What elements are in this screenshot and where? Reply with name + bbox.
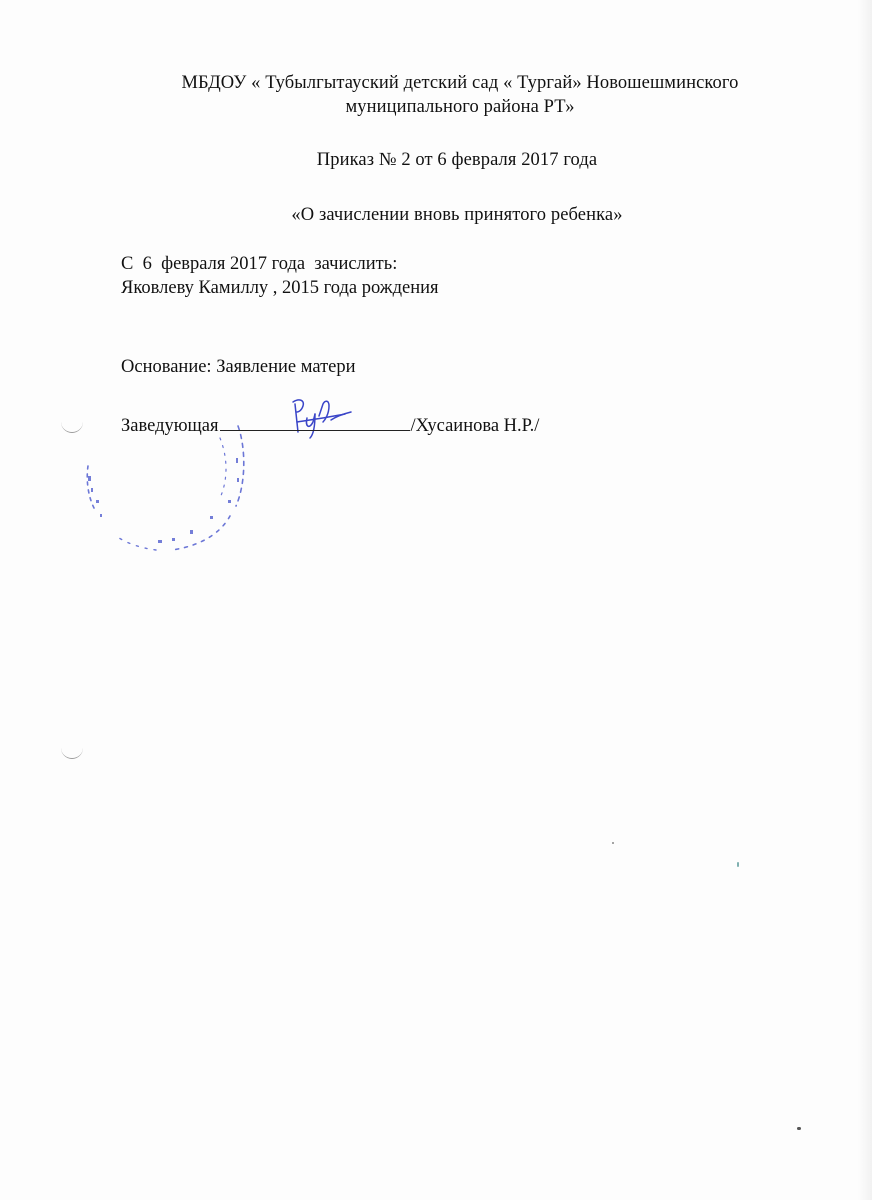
enrollment-intro: С 6 февраля 2017 года зачислить: xyxy=(121,254,398,274)
signature-row xyxy=(121,412,539,438)
punch-hole-mark xyxy=(61,748,83,759)
signer-name: /Хусаинова Н.Р./ xyxy=(410,416,540,436)
order-subject: «О зачислении вновь принятого ребенка» xyxy=(291,205,623,225)
organization-name-line-2: муниципального района РТ» xyxy=(345,97,575,117)
organization-name-line-1: МБДОУ « Тубылгытауский детский сад « Тургай» Новошешминского xyxy=(181,73,739,93)
order-basis: Основание: Заявление матери xyxy=(121,357,356,377)
signature-line xyxy=(220,412,410,431)
scan-edge xyxy=(858,0,872,1200)
scan-speck xyxy=(797,1127,801,1130)
order-number: Приказ № 2 от 6 февраля 2017 года xyxy=(316,150,598,170)
signer-title: Заведующая xyxy=(121,416,219,436)
scan-speck xyxy=(612,842,614,844)
scan-speck xyxy=(737,862,739,867)
enrolled-child: Яковлеву Камиллу , 2015 года рождения xyxy=(121,278,439,298)
